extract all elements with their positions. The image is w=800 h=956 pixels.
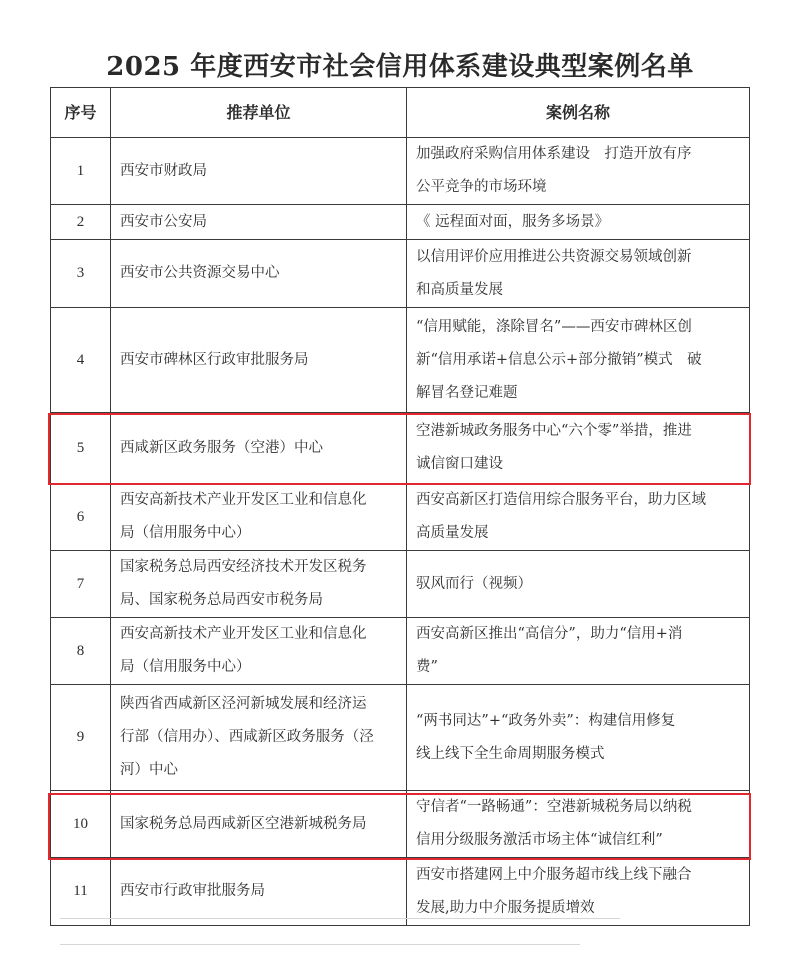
row-serial-number: 1 xyxy=(51,138,111,205)
row-serial-number: 8 xyxy=(51,618,111,685)
row-recommending-unit xyxy=(111,685,407,791)
case-line: 和高质量发展 xyxy=(416,281,503,298)
row-case-name xyxy=(407,138,750,205)
unit-line: 西安市财政局 xyxy=(120,162,207,179)
row-serial-number: 6 xyxy=(51,484,111,551)
case-line: 空港新城政务服务中心“六个零”举措，推进 xyxy=(416,423,692,439)
case-line: “两书同达”+“政务外卖”：构建信用修复 xyxy=(416,712,676,729)
table-row xyxy=(51,551,750,618)
table-row-highlighted xyxy=(51,791,750,858)
table-row xyxy=(51,240,750,308)
unit-line: 国家税务总局西安经济技术开发区税务 xyxy=(120,559,367,575)
row-recommending-unit xyxy=(111,618,407,685)
table-row xyxy=(51,685,750,791)
case-line: 守信者“一路畅通”：空港新城税务局以纳税 xyxy=(416,799,692,815)
case-line: “信用赋能，涤除冒名”——西安市碑林区创 xyxy=(416,318,692,335)
table-header-row xyxy=(51,88,750,138)
row-case-name xyxy=(407,858,750,926)
case-line: 解冒名登记难题 xyxy=(416,384,518,401)
table-row xyxy=(51,858,750,926)
row-recommending-unit xyxy=(111,413,407,484)
case-line: 西安高新区打造信用综合服务平台，助力区域 xyxy=(416,492,706,508)
row-serial-number: 7 xyxy=(51,551,111,618)
table-row-highlighted xyxy=(51,413,750,484)
header-recommending-unit: 推荐单位 xyxy=(111,88,407,138)
case-line: 以信用评价应用推进公共资源交易领域创新 xyxy=(416,248,692,265)
row-recommending-unit xyxy=(111,138,407,205)
case-line: 诚信窗口建设 xyxy=(416,456,503,472)
row-case-name xyxy=(407,551,750,618)
case-line: 西安高新区推出“高信分”，助力“信用+消 xyxy=(416,626,683,642)
case-line: 西安市搭建网上中介服务超市线上线下融合 xyxy=(416,866,692,883)
case-line: 发展,助力中介服务提质增效 xyxy=(416,899,595,916)
row-case-name xyxy=(407,685,750,791)
header-case-name: 案例名称 xyxy=(407,88,750,138)
table-row xyxy=(51,138,750,205)
row-recommending-unit xyxy=(111,484,407,551)
unit-line: 西安市公共资源交易中心 xyxy=(120,265,280,281)
bleed-through-line xyxy=(60,944,580,945)
case-line: 信用分级服务激活市场主体“诚信红利” xyxy=(416,832,663,848)
unit-line: 局（信用服务中心） xyxy=(120,525,251,541)
unit-line: 河）中心 xyxy=(120,762,178,778)
unit-line: 西咸新区政务服务（空港）中心 xyxy=(120,439,323,456)
row-case-name xyxy=(407,308,750,413)
row-serial-number: 11 xyxy=(51,858,111,926)
unit-line: 西安高新技术产业开发区工业和信息化 xyxy=(120,626,367,642)
row-case-name xyxy=(407,484,750,551)
row-recommending-unit xyxy=(111,858,407,926)
document-title: 2025 年度西安市社会信用体系建设典型案例名单 xyxy=(106,52,694,82)
case-line: 公平竞争的市场环境 xyxy=(416,179,547,195)
row-case-name xyxy=(407,791,750,858)
row-case-name xyxy=(407,240,750,308)
row-serial-number: 4 xyxy=(51,308,111,413)
case-line: 新“信用承诺+信息公示+部分撤销”模式 破 xyxy=(416,351,702,368)
row-case-name xyxy=(407,618,750,685)
case-line: 高质量发展 xyxy=(416,525,489,541)
case-list-table-container xyxy=(50,87,749,926)
row-serial-number: 2 xyxy=(51,205,111,240)
row-recommending-unit xyxy=(111,551,407,618)
unit-line: 西安市行政审批服务局 xyxy=(120,883,265,899)
table-row xyxy=(51,618,750,685)
unit-line: 西安高新技术产业开发区工业和信息化 xyxy=(120,492,367,508)
bleed-through-line xyxy=(60,918,620,919)
unit-line: 局（信用服务中心） xyxy=(120,659,251,675)
row-recommending-unit xyxy=(111,308,407,413)
case-line: 《 远程面对面，服务多场景》 xyxy=(416,213,610,230)
row-serial-number: 5 xyxy=(51,413,111,484)
row-case-name xyxy=(407,205,750,240)
table-row xyxy=(51,205,750,240)
row-case-name xyxy=(407,413,750,484)
row-recommending-unit xyxy=(111,205,407,240)
unit-line: 西安市碑林区行政审批服务局 xyxy=(120,351,309,368)
row-serial-number: 3 xyxy=(51,240,111,308)
case-list-table xyxy=(50,87,750,926)
row-serial-number: 10 xyxy=(51,791,111,858)
row-recommending-unit xyxy=(111,240,407,308)
unit-line: 西安市公安局 xyxy=(120,213,207,230)
header-serial-number: 序号 xyxy=(51,88,111,138)
case-line: 费” xyxy=(416,659,438,675)
table-row xyxy=(51,308,750,413)
case-line: 加强政府采购信用体系建设 打造开放有序 xyxy=(416,146,692,162)
case-line: 驭风而行（视频） xyxy=(416,575,532,592)
row-recommending-unit xyxy=(111,791,407,858)
unit-line: 局、国家税务总局西安市税务局 xyxy=(120,592,323,608)
case-line: 线上线下全生命周期服务模式 xyxy=(416,745,605,762)
unit-line: 行部（信用办）、西咸新区政务服务（泾 xyxy=(120,729,374,745)
table-row xyxy=(51,484,750,551)
unit-line: 国家税务总局西咸新区空港新城税务局 xyxy=(120,815,367,832)
unit-line: 陕西省西咸新区泾河新城发展和经济运 xyxy=(120,696,367,712)
row-serial-number: 9 xyxy=(51,685,111,791)
